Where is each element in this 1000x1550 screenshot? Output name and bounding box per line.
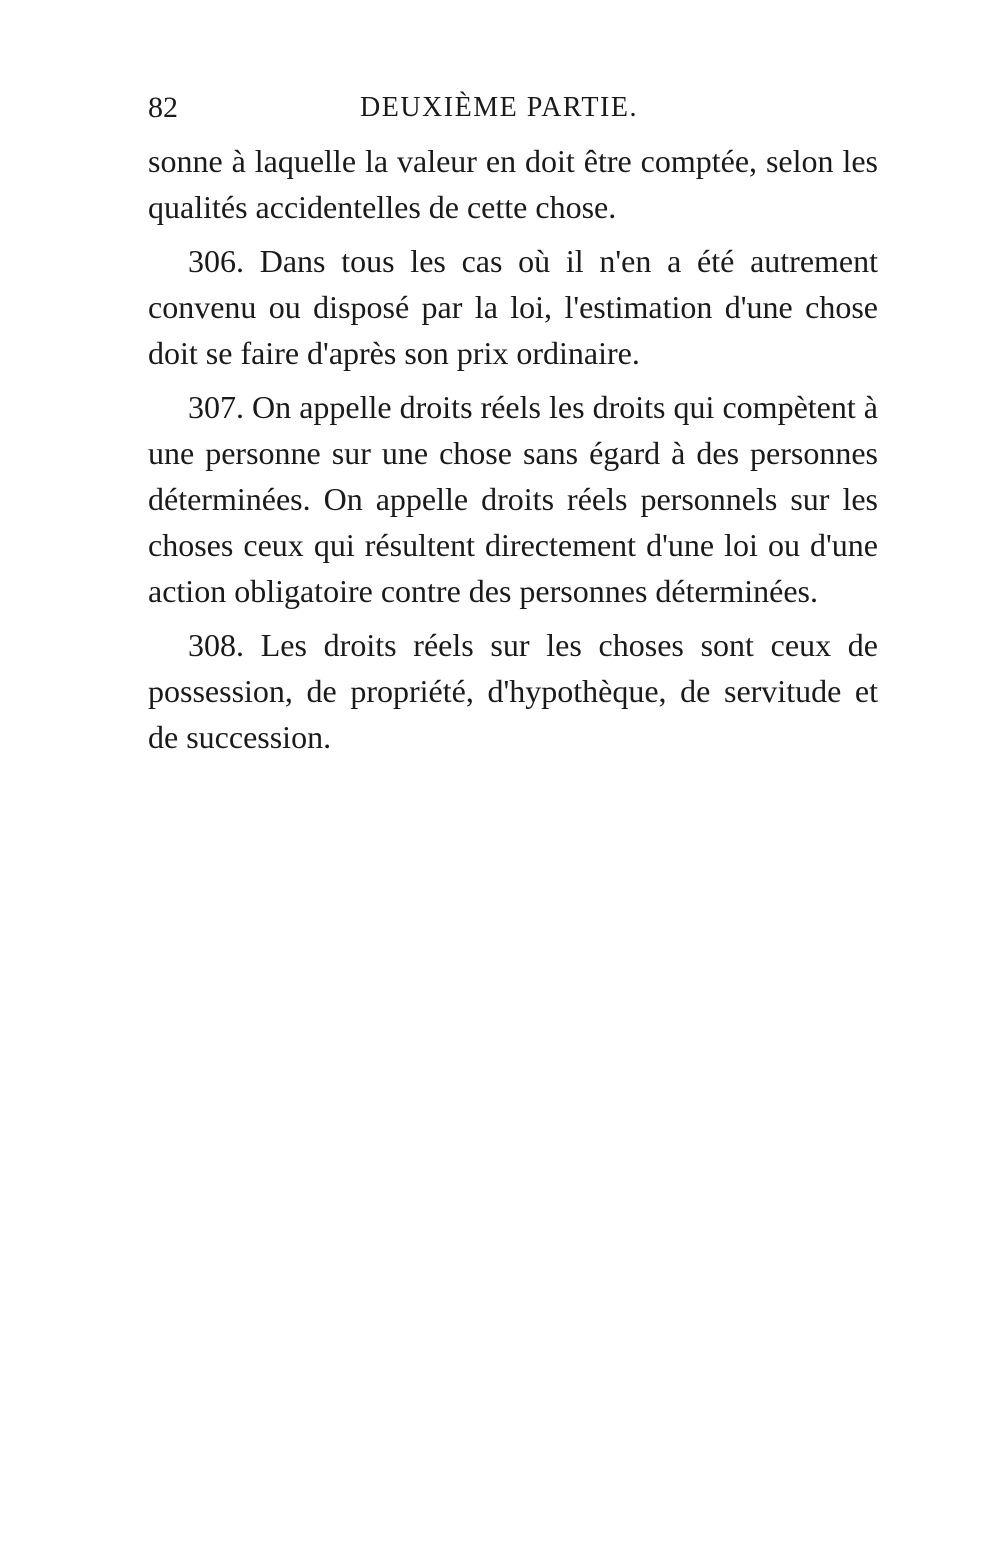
running-title: DEUXIÈME PARTIE. xyxy=(360,92,638,123)
paragraph-text: On appelle droits réels les droits qui compètent à une personne sur une chose sans égard à des personnes déterminées. On appelle droits réels personnels sur les choses ceux qui résultent directement d'une loi ou d'une action obligatoire contre des personnes déterminées. xyxy=(148,389,879,609)
paragraph-306 xyxy=(148,238,878,376)
paragraph-number: 308. xyxy=(188,627,244,663)
body-text xyxy=(148,138,878,760)
paragraph-text: sonne à laquelle la valeur en doit être comptée, selon les qualités accidentelles de cette chose. xyxy=(148,143,878,225)
paragraph-continuation xyxy=(148,138,878,230)
page-number: 82 xyxy=(148,91,178,124)
paragraph-text: Les droits réels sur les choses sont ceux de possession, de propriété, d'hypothèque, de servitude et de succession. xyxy=(148,627,879,755)
paragraph-text: Dans tous les cas où il n'en a été autrement convenu ou disposé par la loi, l'estimation d'une chose doit se faire d'après son prix ordinaire. xyxy=(148,243,879,371)
running-head xyxy=(148,88,878,128)
paragraph-307 xyxy=(148,384,878,614)
paragraph-308 xyxy=(148,622,878,760)
paragraph-number: 306. xyxy=(188,243,244,279)
paragraph-number: 307. xyxy=(188,389,244,425)
